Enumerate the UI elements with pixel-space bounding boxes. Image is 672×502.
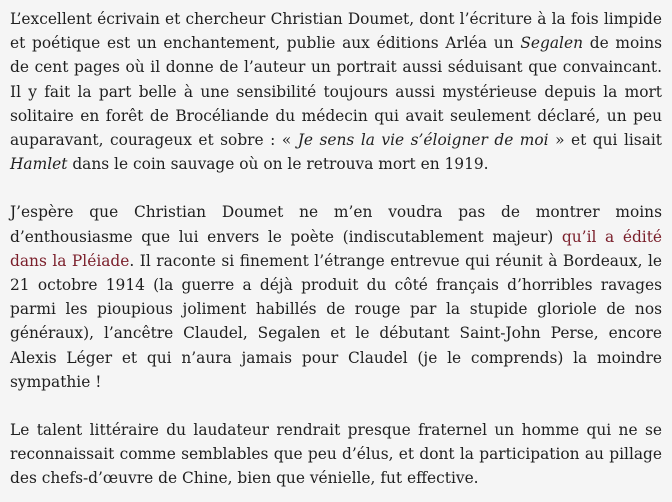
paragraph-text: dans le coin sauvage où on le retrouva mort en 1919. bbox=[67, 155, 489, 174]
book-title-segalen: Segalen bbox=[520, 34, 583, 53]
paragraph-text: Le talent littéraire du laudateur rendrait presque fraternel un homme qui ne se reconnaissait comme semblables que peu d’élus, et dont la participation au pillage des chefs-d’œuvre de Chine, bien que vénielle, fut effective. bbox=[10, 421, 662, 488]
paragraph-text: L’excellent écrivain et chercheur Christian Doumet, dont l’écriture à la fois limpide et poétique est un enchantement, publie aux éditions Arléa un bbox=[10, 10, 662, 53]
quotation: Je sens la vie s’éloigner de moi bbox=[297, 131, 549, 150]
paragraph-text: J’espère que Christian Doumet ne m’en voudra pas de montrer moins d’enthousiasme que lui envers le poète (indiscutablement majeur) bbox=[10, 203, 662, 246]
book-title-hamlet: Hamlet bbox=[10, 155, 68, 174]
pleiade-link[interactable]: qu’il a édité dans la Pléiade bbox=[10, 227, 663, 270]
paragraph-text: de moins de cent pages où il donne de l’auteur un portrait aussi séduisant que convaincant. Il y fait la part belle à une sensibilité toujours aussi mystérieuse depuis la mort solitaire en forêt de Brocéliande du médecin qui avait seulement déclaré, un peu auparavant, courageux et sobre : « bbox=[10, 34, 662, 150]
paragraph-conclusion bbox=[10, 418, 662, 491]
paragraph-text: » et qui lisait bbox=[548, 131, 662, 150]
paragraph-text: . Il raconte si finement l’étrange entrevue qui réunit à Bordeaux, le 21 octobre 1914 (la guerre a déjà produit du côté français d’horribles ravages parmi les pioupious joliment habillés de rouge par la stupide gloriole de nos généraux), l’ancêtre Claudel, Segalen et le débutant Saint-John Perse, encore Alexis Léger et qui n’aura jamais pour Claudel (je le comprends) la moindre sympathie ! bbox=[10, 251, 662, 391]
paragraph-bordeaux-meeting bbox=[10, 200, 662, 394]
paragraph-segalen-book bbox=[10, 7, 662, 176]
